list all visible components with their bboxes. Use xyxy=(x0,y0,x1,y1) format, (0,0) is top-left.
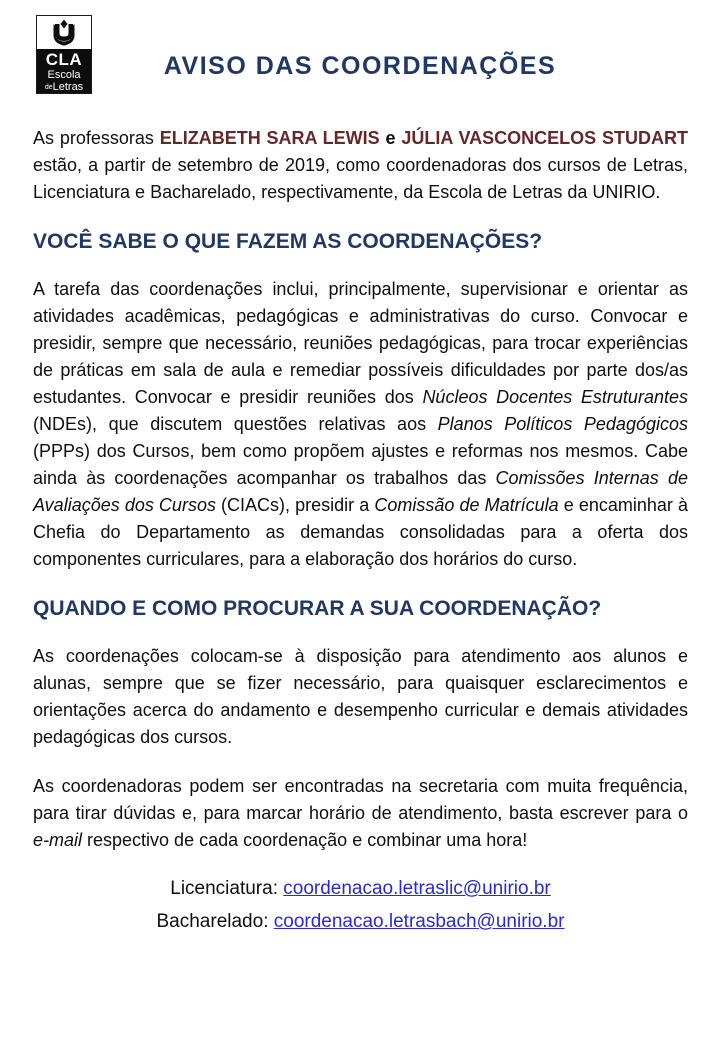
text-run: e encaminhar à Chefia do Departamento as demandas consolidadas para a oferta dos componentes curriculares, para a elaboração dos horários do curso. xyxy=(33,495,689,569)
logo-de-prefix: de xyxy=(44,84,53,91)
section-heading-about: VOCÊ SABE O QUE FAZEM AS COORDENAÇÕES? xyxy=(33,230,543,253)
text-run: e xyxy=(379,128,402,148)
how-to-contact-paragraph xyxy=(33,773,688,854)
text-run: respectivo de cada coordenação e combinar uma hora! xyxy=(82,830,528,850)
logo-school-line1: Escola xyxy=(47,69,81,81)
licenciatura-email-link[interactable]: coordenacao.letraslic@unirio.br xyxy=(283,878,551,899)
document-header xyxy=(0,0,720,95)
contact-emails xyxy=(33,872,688,938)
unirio-logo-icon xyxy=(37,16,91,49)
contact-line-bacharelado xyxy=(33,905,688,938)
contact-label: Licenciatura: xyxy=(170,878,284,899)
logo-letras: Letras xyxy=(52,81,84,93)
page-title: AVISO DAS COORDENAÇÕES xyxy=(163,52,557,80)
term-ciacs: Comissões Internas de Avaliações dos Cursos xyxy=(33,468,688,515)
about-paragraph xyxy=(33,276,688,573)
term-ndes: Núcleos Docentes Estruturantes xyxy=(422,387,688,407)
document-body xyxy=(0,125,720,938)
logo-school-line2 xyxy=(37,82,91,93)
text-run: As coordenadoras podem ser encontradas na secretaria com muita frequência, para tirar dúvidas e, para marcar horário de atendimento, basta escrever para o xyxy=(33,776,688,823)
professor-name-1: ELIZABETH SARA LEWIS xyxy=(159,128,380,148)
text-run: (PPPs) dos Cursos, bem como propõem ajustes e reformas nos mesmos. Cabe ainda às coordenações acompanhar os trabalhos das xyxy=(33,441,688,488)
logo-acronym: CLA xyxy=(45,50,83,69)
availability-paragraph: As coordenações colocam-se à disposição para atendimento aos alunos e alunas, sempre que se fizer necessário, para quaisquer esclarecimentos e orientações acerca do andamento e desempenho curricular e demais atividades pedagógicas dos cursos. xyxy=(33,646,688,747)
contact-line-licenciatura xyxy=(33,872,688,905)
bacharelado-email-link[interactable]: coordenacao.letrasbach@unirio.br xyxy=(273,911,565,932)
text-run: As professoras xyxy=(33,128,160,148)
text-run: (NDEs), que discutem questões relativas aos xyxy=(33,414,438,434)
text-run: A tarefa das coordenações inclui, principalmente, supervisionar e orientar as atividades acadêmicas, pedagógicas e administrativas do curso. Convocar e presidir, sempre que necessário, reuniões pedagógicas, para trocar experiências de práticas em sala de aula e remediar possíveis dificuldades por parte dos/as estudantes. Convocar e presidir reuniões dos xyxy=(33,279,688,407)
term-email: e-mail xyxy=(33,830,83,850)
professor-name-2: JÚLIA VASCONCELOS STUDART xyxy=(401,128,688,148)
term-ppps: Planos Políticos Pedagógicos xyxy=(437,414,688,434)
contact-label: Bacharelado: xyxy=(156,911,274,932)
section-heading-when: QUANDO E COMO PROCURAR A SUA COORDENAÇÃO? xyxy=(33,597,602,620)
term-comissao-matricula: Comissão de Matrícula xyxy=(374,495,559,515)
text-run: (CIACs), presidir a xyxy=(215,495,375,515)
text-run: estão, a partir de setembro de 2019, como coordenadoras dos cursos de Letras, Licenciatura e Bacharelado, respectivamente, da Escola de Letras da UNIRIO. xyxy=(33,155,688,202)
intro-paragraph xyxy=(33,125,688,206)
